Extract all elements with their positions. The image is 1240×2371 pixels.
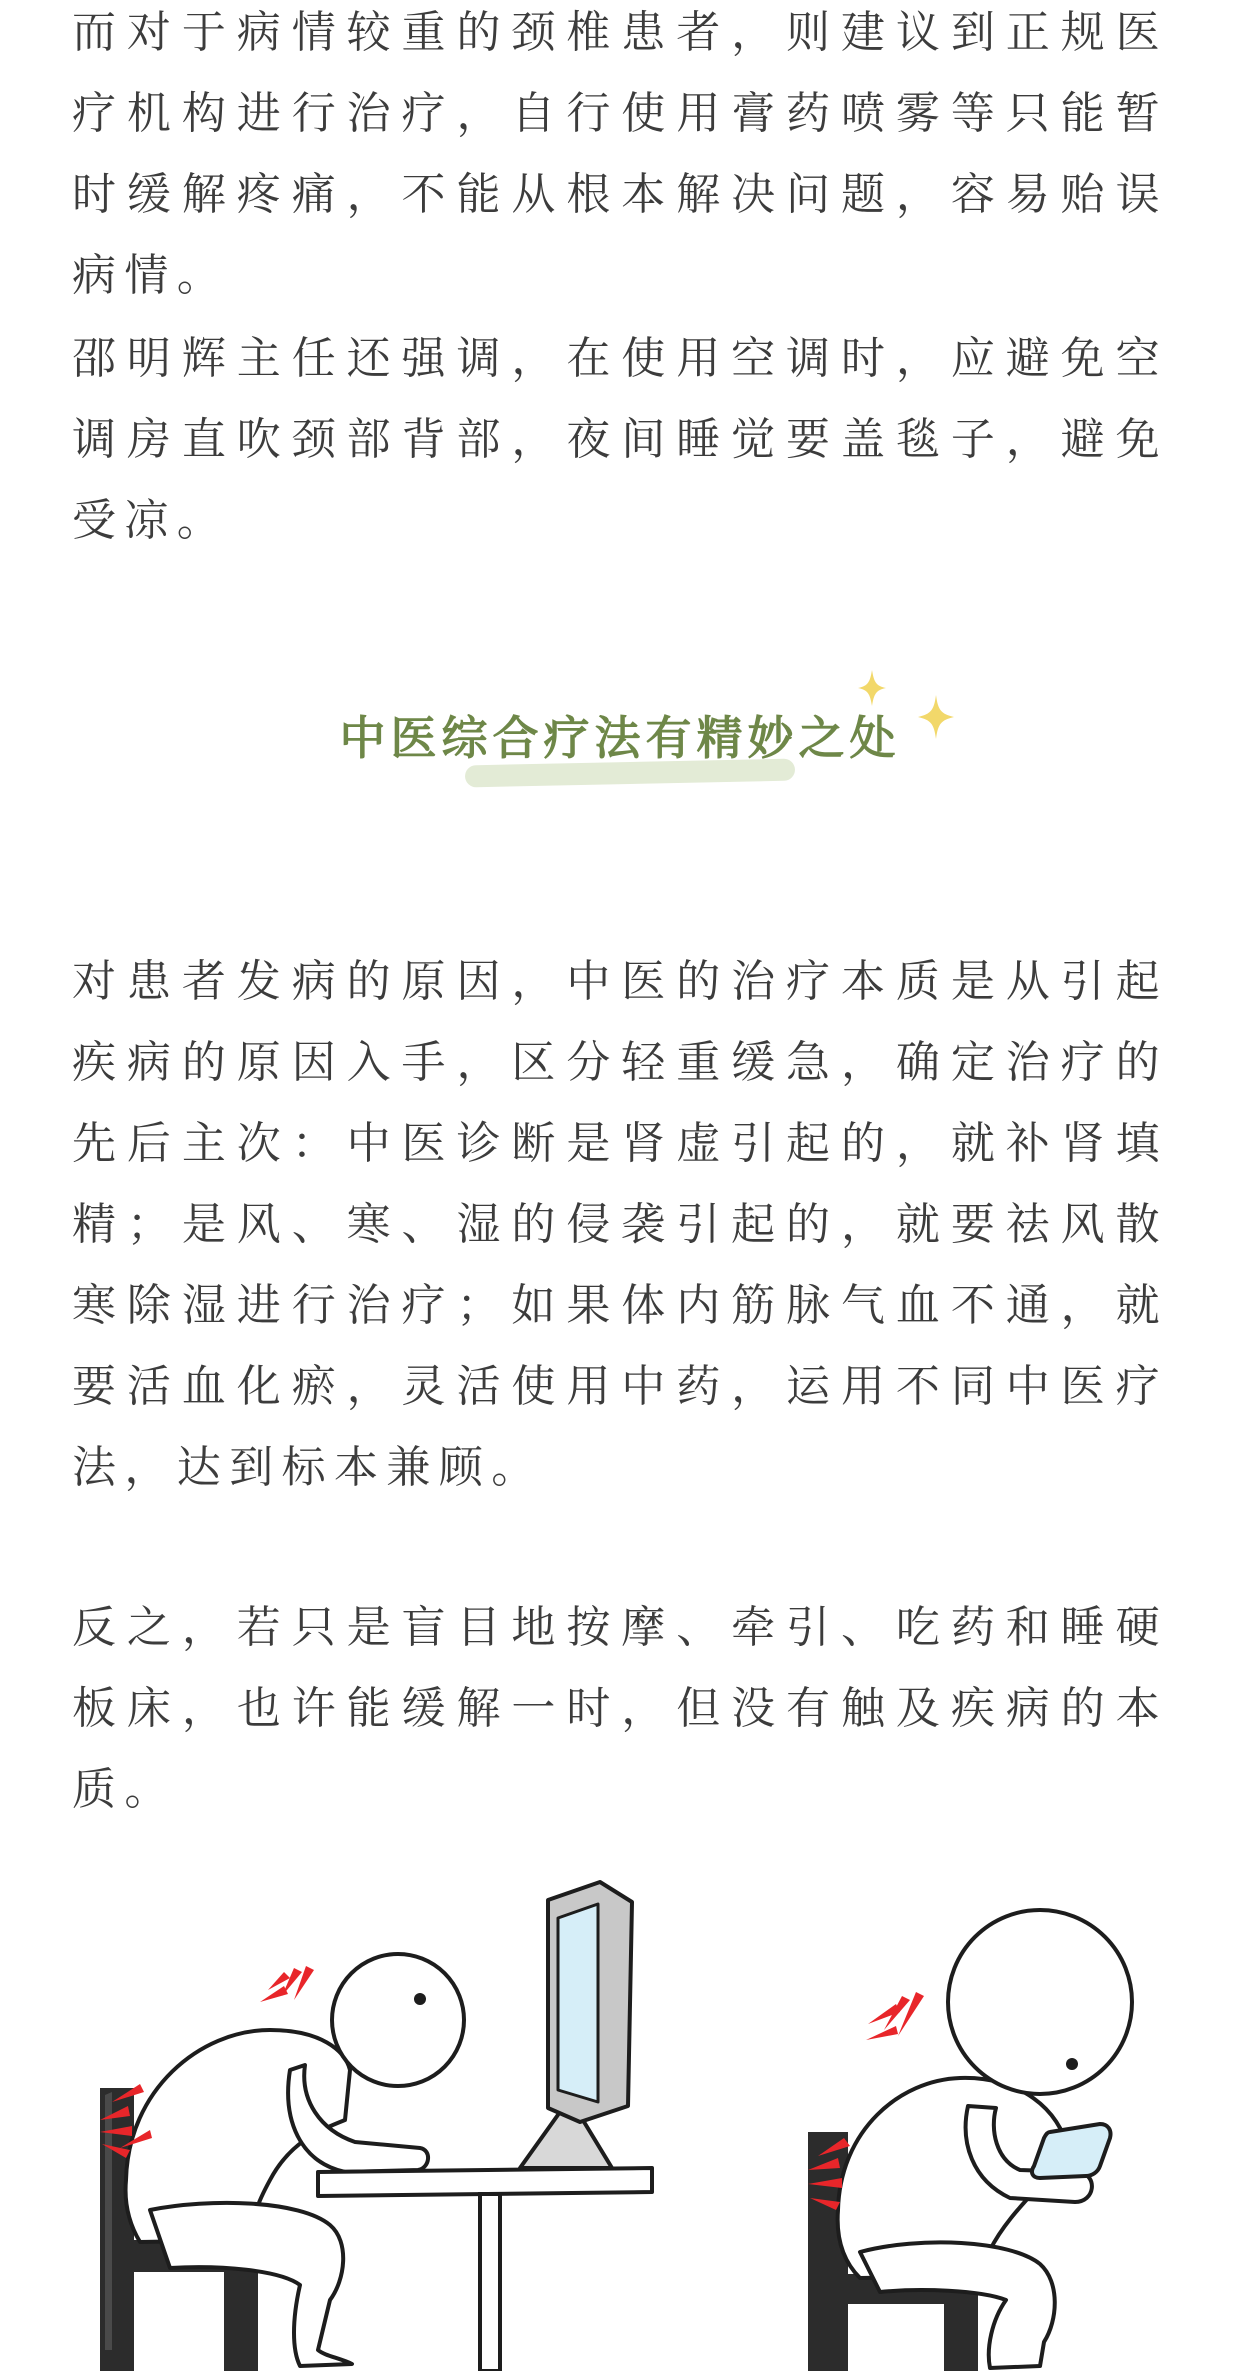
paragraph-tcm-principle: 对患者发病的原因，中医的治疗本质是从引起疾病的原因入手，区分轻重缓急，确定治疗的先后主次：中医诊断是肾虚引起的，就补肾填精；是风、寒、湿的侵袭引起的，就要祛风散寒除湿进行治疗；如果体内筋脉气血不通，就要活血化瘀，灵活使用中药，运用不同中医疗法，达到标本兼顾。	[72, 956, 1168, 1493]
person-at-computer-icon	[100, 1882, 652, 2371]
section-heading-text: 中医综合疗法有精妙之处	[339, 711, 901, 765]
sparkle-icon	[858, 670, 886, 706]
paragraph-air-conditioning-advice: 邵明辉主任还强调，在使用空调时，应避免空调房直吹颈部背部，夜间睡觉要盖毯子，避免受凉。	[72, 333, 1168, 546]
pain-mark-icon	[260, 1966, 314, 2002]
monitor-icon	[520, 1882, 632, 2168]
paragraph-treatment-advice: 而对于病情较重的颈椎患者，则建议到正规医疗机构进行治疗，自行使用膏药喷雾等只能暂时缓解疼痛，不能从根本解决问题，容易贻误病情。	[72, 7, 1168, 301]
sparkle-icon	[918, 695, 954, 739]
bad-posture-illustration	[0, 1880, 1240, 2371]
person-using-phone-icon	[808, 1910, 1132, 2371]
paragraph-blind-treatment-warning: 反之，若只是盲目地按摩、牵引、吃药和睡硬板床，也许能缓解一时，但没有触及疾病的本质。	[72, 1602, 1168, 1815]
desk-icon	[318, 2168, 652, 2371]
pain-mark-icon	[866, 1992, 924, 2040]
section-heading	[0, 700, 1240, 820]
